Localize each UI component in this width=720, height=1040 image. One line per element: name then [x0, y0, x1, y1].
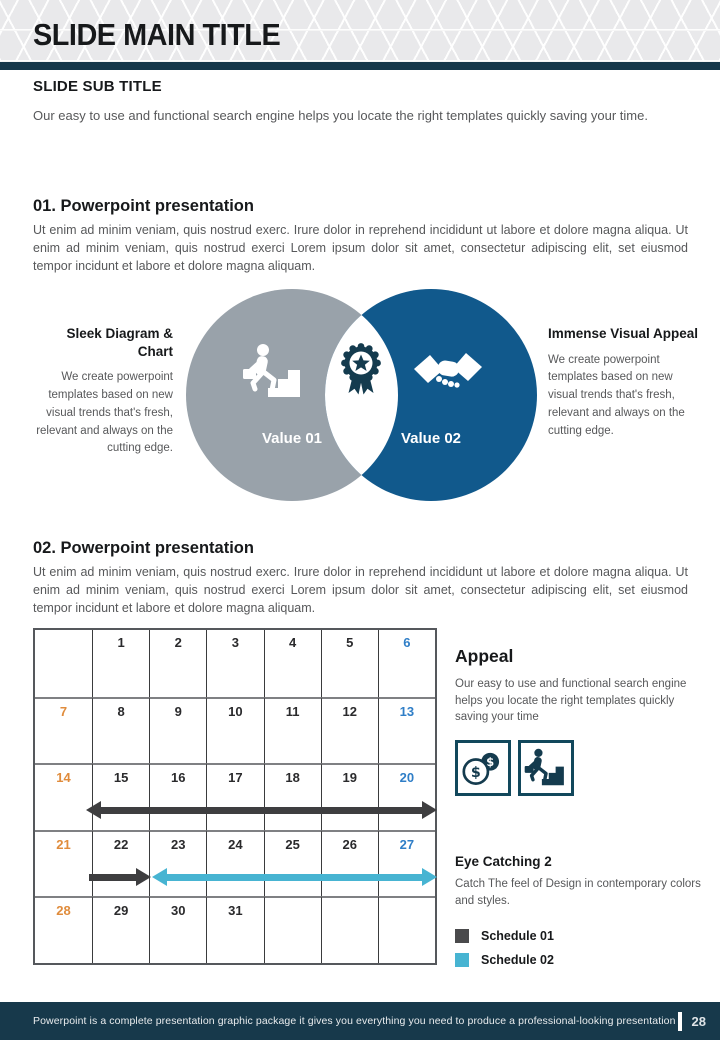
intro-paragraph: Our easy to use and functional search engine helps you locate the right templates quickly saving your time. [33, 108, 648, 123]
calendar-cell: 18 [264, 763, 321, 830]
calendar-cell: 15 [92, 763, 149, 830]
page-number: 28 [691, 1013, 706, 1029]
calendar-cell: 24 [206, 830, 263, 897]
section-1-heading: 01. Powerpoint presentation [33, 197, 254, 215]
calendar-cell: 19 [321, 763, 378, 830]
schedule1-short-arrow [89, 868, 151, 886]
calendar-cell: 14 [35, 763, 92, 830]
calendar-cell [264, 896, 321, 963]
section-2-heading: 02. Powerpoint presentation [33, 539, 254, 557]
calendar-cell: 26 [321, 830, 378, 897]
schedule2-range-arrow [152, 868, 437, 886]
calendar-cell: 7 [35, 697, 92, 764]
calendar-cell: 16 [149, 763, 206, 830]
calendar-cell: 6 [378, 630, 435, 697]
venn-left-text: We create powerpoint templates based on new visual trends that's fresh, relevant and always on the cutting edge. [36, 371, 173, 455]
calendar-cell: 9 [149, 697, 206, 764]
schedule-legend [455, 929, 703, 967]
sub-title: SLIDE SUB TITLE [33, 78, 162, 95]
legend-swatch [455, 929, 469, 943]
calendar-cell: 12 [321, 697, 378, 764]
calendar-table [33, 628, 437, 965]
venn-left-label: Value 01 [261, 430, 323, 447]
calendar-cell: 31 [206, 896, 263, 963]
legend-item [455, 953, 703, 967]
header-divider-band [0, 62, 720, 70]
calendar-cell [35, 630, 92, 697]
legend-item [455, 929, 703, 943]
calendar-cell: 29 [92, 896, 149, 963]
venn-left-heading: Sleek Diagram & Chart [66, 326, 173, 359]
calendar-section [33, 628, 437, 965]
venn-right-label: Value 02 [400, 430, 462, 447]
eye-catching-text: Catch The feel of Design in contemporary colors and styles. [455, 878, 701, 908]
calendar-cell: 23 [149, 830, 206, 897]
eye-catching-heading: Eye Catching 2 [455, 854, 552, 870]
legend-label: Schedule 01 [481, 928, 554, 943]
money-coins-icon [455, 740, 511, 796]
venn-right-caption [548, 325, 700, 441]
calendar-cell: 1 [92, 630, 149, 697]
side-panel [455, 646, 703, 977]
venn-left-caption [33, 325, 173, 458]
main-title: SLIDE MAIN TITLE [33, 17, 281, 52]
arrow-shaft [167, 874, 422, 881]
calendar-cell: 8 [92, 697, 149, 764]
calendar-cell: 3 [206, 630, 263, 697]
calendar-cell: 22 [92, 830, 149, 897]
calendar-cell: 10 [206, 697, 263, 764]
calendar-cell: 13 [378, 697, 435, 764]
calendar-cell: 28 [35, 896, 92, 963]
legend-label: Schedule 02 [481, 952, 554, 967]
appeal-text: Our easy to use and functional search engine helps you locate the right templates quickly saving your time [455, 678, 687, 724]
schedule1-range-arrow [86, 801, 437, 819]
arrow-shaft [89, 874, 136, 881]
arrow-left-head [152, 868, 167, 886]
arrow-right-head [136, 868, 151, 886]
climbing-stairs-icon [518, 740, 574, 796]
appeal-icon-row [455, 740, 703, 796]
section-2-body: Ut enim ad minim veniam, quis nostrud exerc. Irure dolor in reprehend incididunt ut labore et dolore magna aliqua. Ut enim ad minim veniam, quis nostrud exerci Lorem ipsum dolor sit amet, consectetur adipiscing elit, set eiusmod tempor incidunt et labore et dolore magna aliquam. [33, 565, 688, 616]
calendar-cell: 4 [264, 630, 321, 697]
venn-diagram [185, 285, 537, 507]
calendar-cell: 21 [35, 830, 92, 897]
calendar-cell [378, 896, 435, 963]
calendar-cell: 27 [378, 830, 435, 897]
venn-diagram-section [0, 283, 720, 509]
arrow-right-head [422, 801, 437, 819]
calendar-cell [321, 896, 378, 963]
arrow-right-head [422, 868, 437, 886]
footer-divider-bar [678, 1012, 682, 1031]
calendar-cell: 30 [149, 896, 206, 963]
footer-text: Powerpoint is a complete presentation graphic package it gives you everything you need to produce a professional-looking presentation [33, 1015, 676, 1027]
calendar-cell: 2 [149, 630, 206, 697]
calendar-cell: 11 [264, 697, 321, 764]
calendar-cell: 17 [206, 763, 263, 830]
calendar-cell: 25 [264, 830, 321, 897]
appeal-heading: Appeal [455, 646, 514, 666]
section-1-body: Ut enim ad minim veniam, quis nostrud exerc. Irure dolor in reprehend incididunt ut labore et dolore magna aliqua. Ut enim ad minim veniam, quis nostrud exerci Lorem ipsum dolor sit amet, consectetur adipiscing elit, set eiusmod tempor incidunt et labore et dolore magna aliquam. [33, 223, 688, 274]
venn-right-text: We create powerpoint templates based on new visual trends that's fresh, relevant and always on the cutting edge. [548, 353, 685, 437]
legend-swatch [455, 953, 469, 967]
calendar-cell: 20 [378, 763, 435, 830]
arrow-shaft [101, 807, 422, 814]
calendar-cell: 5 [321, 630, 378, 697]
footer-bar [0, 1002, 720, 1040]
arrow-left-head [86, 801, 101, 819]
venn-right-heading: Immense Visual Appeal [548, 326, 699, 341]
